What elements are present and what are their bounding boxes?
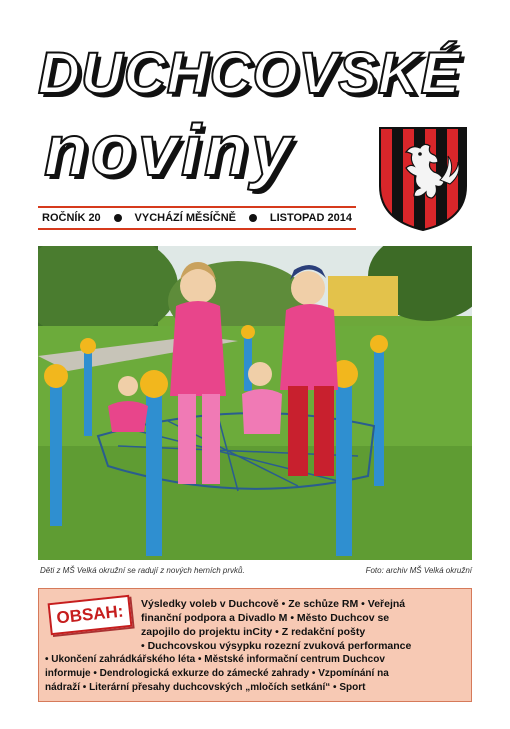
contents-line: • Duchcovskou výsypku rozezní zvuková performance	[141, 640, 412, 652]
contents-line: • Ukončení zahrádkářského léta • Městské informační centrum Duchcov	[45, 654, 385, 665]
contents-line: finanční podpora a Divadlo M • Město Duchcov se	[141, 612, 390, 624]
separator-dot	[114, 214, 122, 222]
volume-label: ROČNÍK 20	[42, 212, 101, 224]
contents-line: Výsledky voleb v Duchcově • Ze schůze RM • Veřejná	[141, 598, 406, 610]
lion-crest-icon	[376, 124, 470, 234]
contents-line: nádraží • Literární přesahy duchcovských „mločích setkání“ • Sport	[45, 682, 366, 693]
frequency-label: VYCHÁZÍ MĚSÍČNĚ	[134, 212, 236, 224]
cover-photo	[38, 246, 472, 560]
contents-label: OBSAH:	[48, 595, 133, 635]
contents-box	[38, 588, 472, 702]
contents-list	[45, 597, 465, 695]
photo-credit: Foto: archiv MŠ Velká okružní	[365, 566, 472, 575]
newspaper-title-line1: DUCHCOVSKÉ	[38, 41, 461, 106]
photo-caption: Děti z MŠ Velká okružní se radují z nových herních prvků.	[40, 566, 245, 575]
issue-date-label: LISTOPAD 2014	[269, 212, 352, 224]
issue-info-bar	[38, 206, 356, 230]
contents-line: zapojilo do projektu inCity • Z redakční pošty	[141, 626, 366, 638]
separator-dot	[249, 214, 257, 222]
newspaper-title-line2: noviny	[44, 111, 295, 191]
contents-line: informuje • Dendrologická exkurze do zámecké zahrady • Vzpomínání na	[45, 668, 389, 679]
